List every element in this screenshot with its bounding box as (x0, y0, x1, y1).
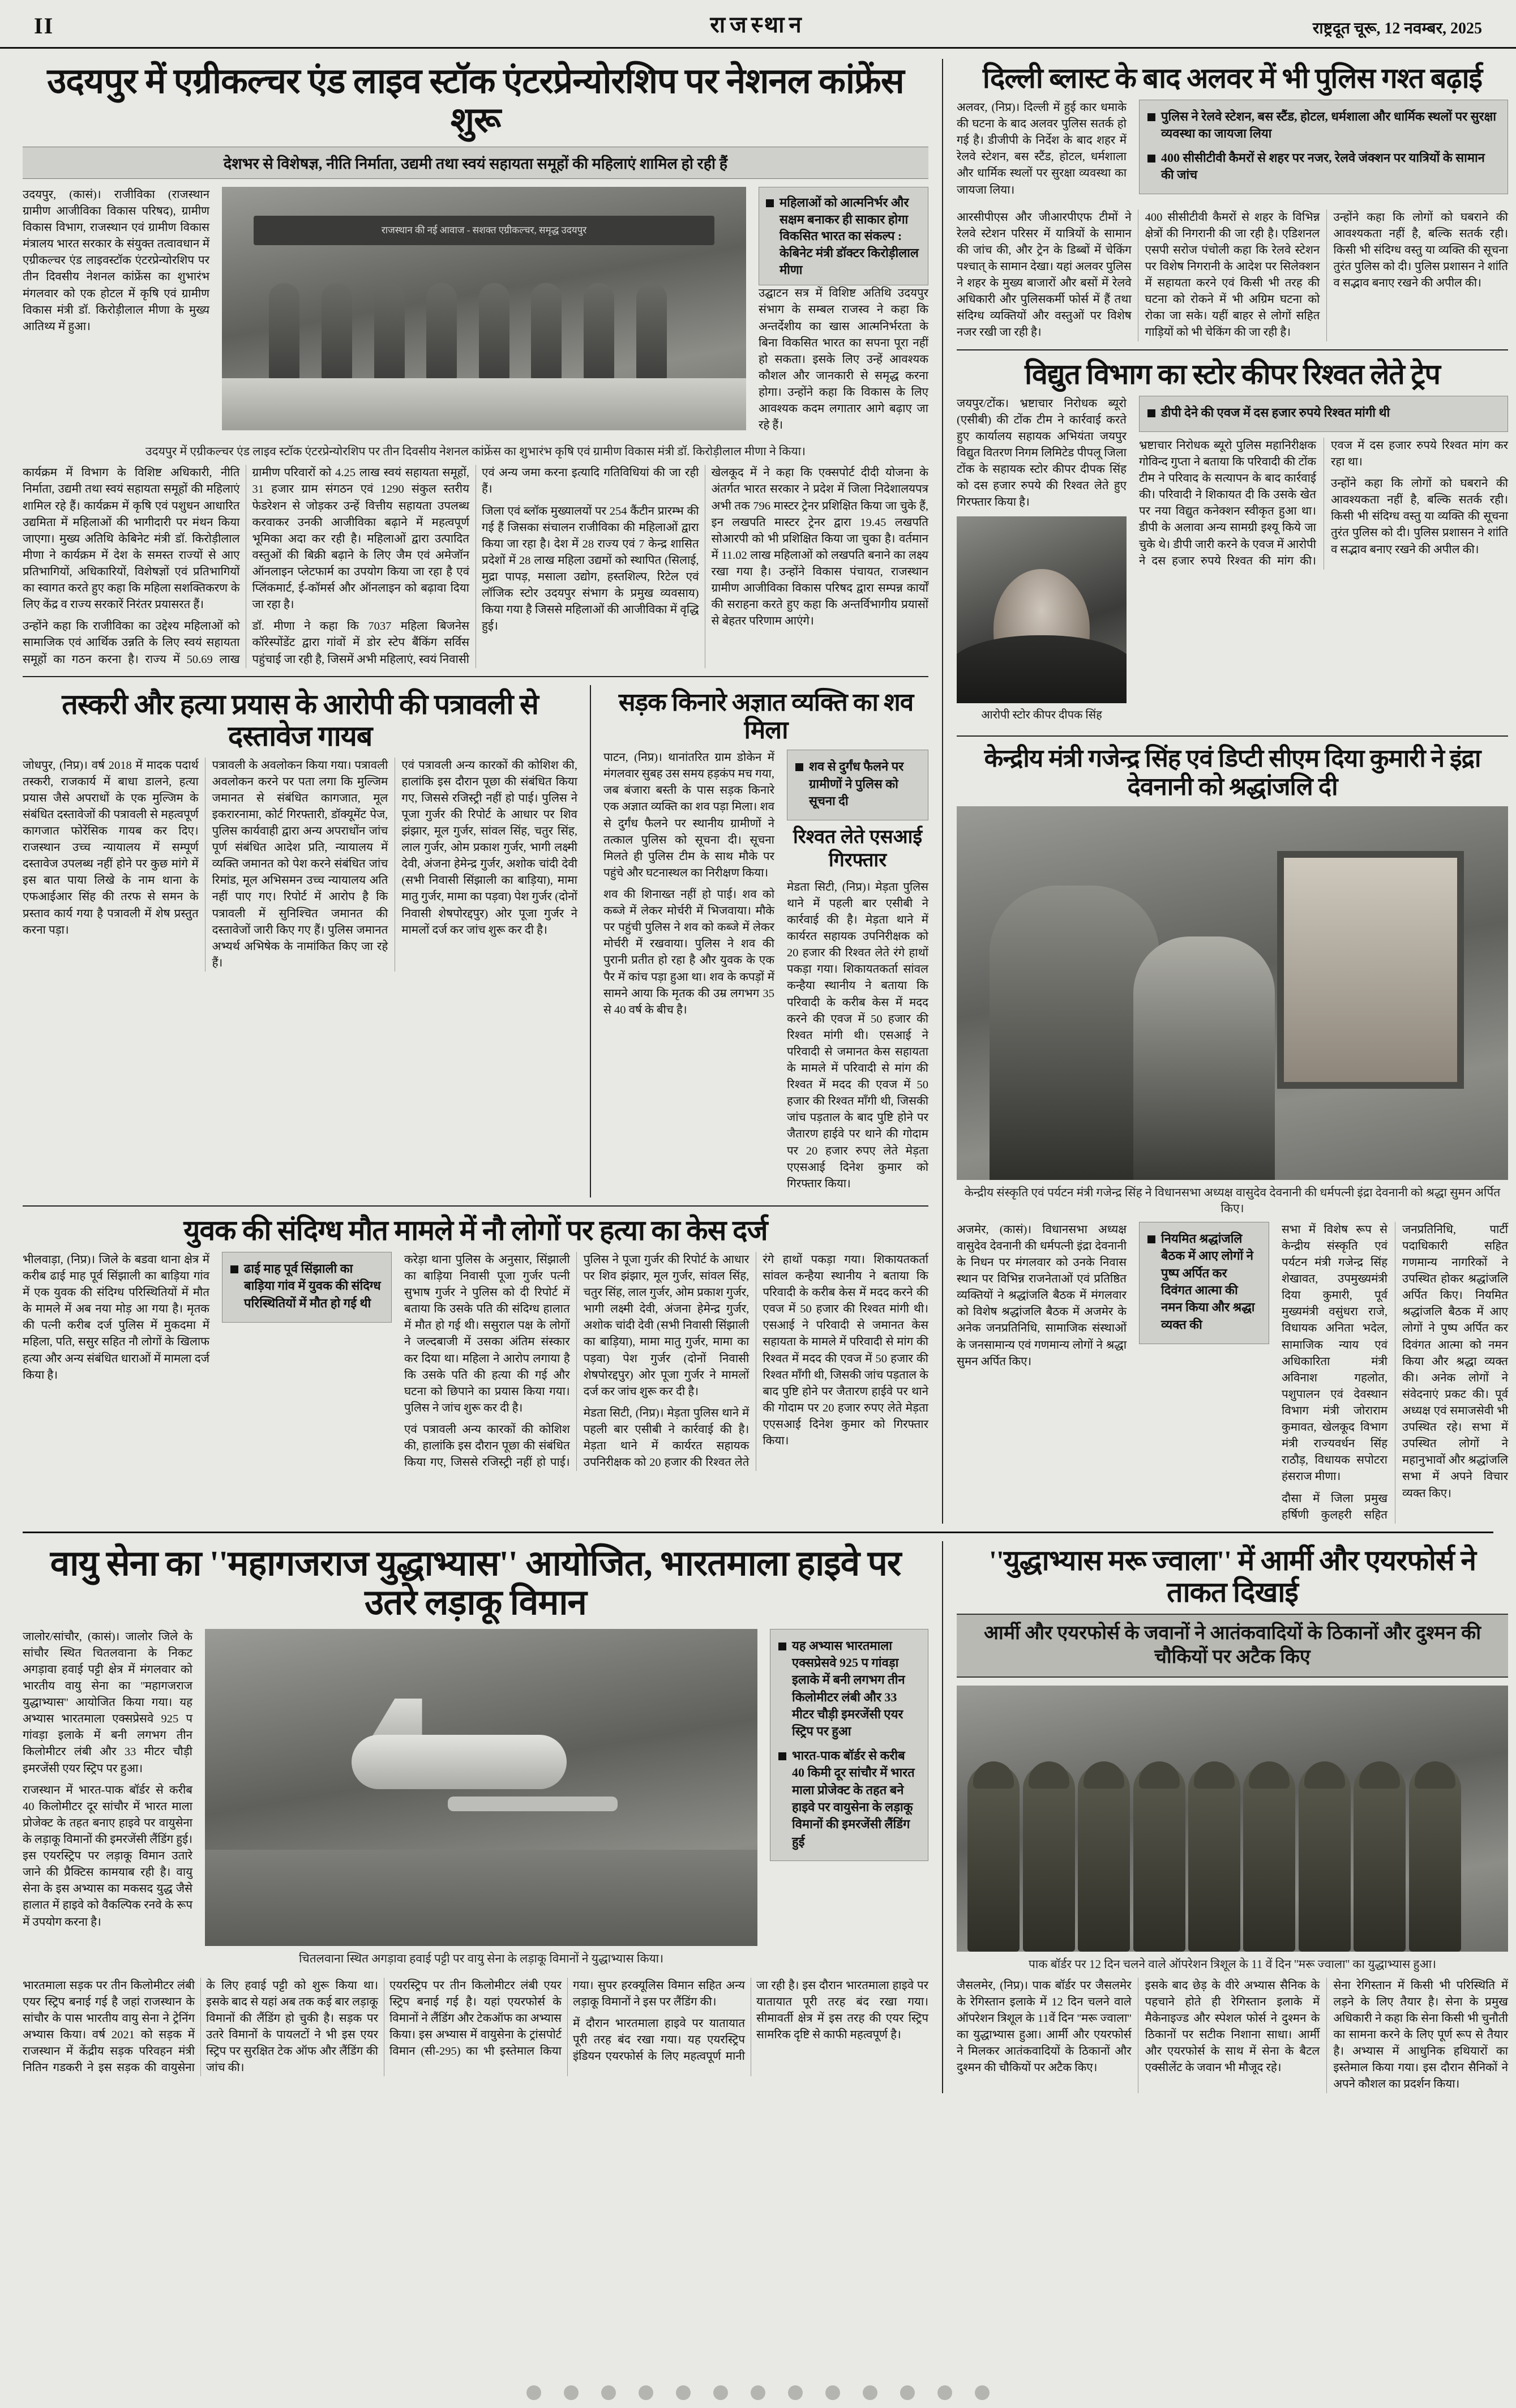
tribute-para-0: अजमेर, (कासं)। विधानसभा अध्यक्ष वासुदेव देवनानी की धर्मपत्नी इंद्रा देवनानी के निधन पर मंगलवार को उनके निवास स्थान पर विभिन्न राजनेताओं एवं प्रतिष्ठित व्यक्तियों ने श्रद्धांजलि बैठक में मंगलवार को विशेष श्रद्धांजलि बैठक में अजमेर के अनेक जनप्रतिनिधि, सामाजिक संस्थाओं के जनसामान्य एवं गणमान्य लोगों ने श्रद्धा सुमन अर्पित किए। (957, 1223, 1127, 1368)
tribute-bullets (1139, 1222, 1269, 1344)
vayusena-para-1: राजस्थान में भारत-पाक बॉर्डर से करीब 40 किलोमीटर दूर सांचौर में भारत माला प्रोजेक्ट के तहत बनाए हाइवे पर वायुसेना के लड़ाकू विमानों की इमरजेंसी लैंडिंग हुई। इस एयरस्ट्रिप पर लड़ाकू विमान उतारे जाने की प्रैक्टिस कामयाब रही है। वायु सेना के इस अभ्यास का मकसद युद्ध जैसे हालात में हाइवे को वैकल्पिक रनवे के रूप में उपयोग करना है। (23, 1783, 192, 1928)
vidyut-sidebox-text: डीपी देने की एवज में दस हजार रुपये रिश्वत मांगी थी (1161, 405, 1390, 420)
lead-subhead: देशभर से विशेषज्ञ, नीति निर्माता, उद्यमी तथा स्वयं सहायता समूहों की महिलाएं शामिल हो रही हैं (23, 147, 928, 179)
article-lead (23, 62, 928, 668)
yuvak-headline: युवक की संदिग्ध मौत मामले में नौ लोगों पर हत्या का केस दर्ज (183, 1214, 768, 1246)
vayusena-bullet-1: भारत-पाक बॉर्डर से करीब 40 किमी दूर सांचौर में भारत माला प्रोजेक्ट के तहत बने हाइवे पर वायुसेना के लड़ाकू विमानों की इमरजेंसी लैंडिंग हुई (792, 1748, 915, 1849)
list-item (795, 758, 920, 810)
maru-photo (957, 1686, 1508, 1952)
delhi-para-3: उन्होंने कहा कि लोगों को घबराने की आवश्यकता नहीं है, बल्कि सतर्क रही। किसी भी संदिग्ध वस्तु या व्यक्ति की सूचना तुरंत पुलिस को दी। पुलिस प्रशासन ने शांति व सद्भाव बनाए रखने की अपील की। (1333, 211, 1508, 290)
vidyut-mugshot-photo (957, 516, 1127, 703)
masthead (0, 0, 1516, 49)
lead-para-5: जिला एवं ब्लॉक मुख्यालयों पर 254 कैंटीन प्रारम्भ की गई हैं जिसका संचालन राजीविका की महिलाओं द्वारा किया जा रहा है। देश में 28 राज्य एवं 7 केन्द्र शासित प्रदेशों में 28 लाख महिला उद्यमों को स्थापित (सिलाई, मुद्रा पापड़, मसाला उद्योग, हस्तशिल्प, रिटेल एवं लॉजिक स्टोर उदयपुर संभाग के प्रमुख व्यवसाय) किया गया है जिससे महिलाओं की आजीविका में वृद्धि हुई। (482, 504, 699, 633)
maru-para-1: इसके बाद छेड़ के वीरे अभ्यास सैनिक के पहचाने होते ही रेगिस्तान इलाके में मैकेनाइज्ड और स्पेशल फोर्स ने दुश्मन के ठिकानों पर सटीक निशाना साधा। आर्मी और एयरफोर्स के साथ में सेना के बैटल एक्सीलेंट के जवान भी मौजूद रहे। (1145, 1979, 1320, 2075)
delhi-para-2: 400 सीसीटीवी कैमरों से शहर के विभिन्न क्षेत्रों की निगरानी की जा रही है। एडिशनल एसपी सरोज पंचोली कहा कि रेलवे स्टेशन पर विशेष निगरानी के आदेश पर सिलेक्शन में सहायता करने एवं किसी भी तरह की घटना को रोकने में भी अग्रिम घटना को रोका जा सके। यहीं बाहर से लोगों सहित गाड़ियों को भी चेकिंग की जा रही है। (1145, 211, 1320, 339)
article-taskari (23, 685, 577, 1197)
registration-dots (0, 2385, 1516, 2400)
sadak-sub-para-0: मेडता सिटी, (निप्र)। मेड़ता पुलिस थाने में पहली बार एसीबी ने कार्रवाई की है। मेड़ता थाने में कार्यरत सहायक उपनिरीक्षक को 20 हजार की रिश्वत लेते रंगे हाथों पकड़ा गया। शिकायतकर्ता सांवल कन्हैया स्थानीय ने बताया कि परिवादी के करीब केस में मदद करने की एवज में 50 हजार की रिश्वत मांगी थी। एसआई ने परिवादी से जमानत केस सहायता के मामले में परिवादी से मांग की रिश्वत में मदद की एवज में 50 हजार की रिश्वत माँगी थी, जिसकी जांच पड़ताल के बाद पुष्टि होने पर जैतारण हाईवे पर थाने की गोदाम पर 20 हजार रुपए लेते मेड़ता एएसआई दिनेश कुमार को गिरफ्तार किया। (787, 880, 928, 1190)
vayusena-para-4: में दौरान भारतमाला हाइवे पर यातायात पूरी तरह बंद रखा गया। यह एयरस्ट्रिप इंडियन एयरफोर्स के लिए महत्वपूर्ण मानी जा रही है। इस दौरान भारतमाला हाइवे पर यातायात पूरी तरह बंद रखा गया। सीमावर्ती क्षेत्र में इस तरह की एयर स्ट्रिप सामरिक दृष्टि से काफी महत्वपूर्ण है। (573, 1979, 928, 2063)
maru-para-2: सेना रेगिस्तान में किसी भी परिस्थिति में लड़ने के लिए तैयार है। सेना के प्रमुख अधिकारी ने कहा कि सेना किसी भी चुनौती का सामना करने के लिए पूर्ण रूप से तैयार है। अभ्यास में आधुनिक हथियारों का इस्तेमाल किया गया। इस दौरान सैनिकों ने अपने कौशल का प्रदर्शन किया। (1333, 1979, 1508, 2091)
vidyut-para-1: भ्रष्टाचार निरोधक ब्यूरो पुलिस महानिरीक्षक गोविन्द गुप्ता ने बताया कि परिवादी की टोंक टीम ने परिवाद के सत्यापन के बाद कार्रवाई की। परिवादी ने शिकायत दी कि उसके खेत पर नया विद्युत कनेक्शन स्वीकृत हुआ था। डीपी के अलावा अन्य सामग्री इश्यू किये जा चुके थे। डीपी जारी करने के एवज में आरोपी ने दस हजार रुपये रिश्वत की मांग की। एवज में दस हजार रुपये रिश्वत मांग कर रहा था। (1139, 439, 1508, 567)
list-item (1147, 149, 1500, 184)
sadak-para-1: शव की शिनाख्त नहीं हो पाई। शव को कब्जे में लेकर मोर्चरी में भिजवाया। मौके पर पहुंची पुलिस ने शव को कब्जे में लेकर मोर्चरी में रखवाया। पुलिस ने शव की पुरानी प्रतीत हो रहा है और युवक के एक पैर में कांच पड़ा हुआ था। शव के कपड़ों में सामने आया कि मृतक की उम्र लगभग 35 से 40 वर्ष के बीच है। (603, 888, 774, 1016)
lead-para-3: उन्होंने कहा कि राजीविका का उद्देश्य महिलाओं को सामाजिक एवं आर्थिक उन्नति के लिए स्वयं सहायता समूहों का गठन करना है। राज्य में 50.69 लाख ग्रामीण परिवारों को 4.25 लाख स्वयं सहायता समूहों, 31 हजार ग्राम संगठन एवं 1290 संकुल स्तरीय फेडरेशन से जोड़कर उन्हें वित्तीय सहायता उपलब्ध करवाकर उनकी आजीविका बढ़ाने में महत्वपूर्ण भूमिका अदा कर रही है। महिलाओं द्वारा उत्पादित वस्तुओं की बिक्री बढ़ाने के लिए जैम एवं अमेजॉन ऑनलाइन प्लेटफार्म का उपयोग किया जा रहा है एवं प्लिंकमार्ट, ई-कॉमर्स और ऑनलाइन को बढ़ावा दिया जा रहा है। (23, 467, 469, 666)
maru-headline: ''युद्धाभ्यास मरू ज्वाला'' में आर्मी और एयरफोर्स ने ताकत दिखाई (988, 1544, 1476, 1608)
stage-banner (254, 216, 715, 245)
tribute-headline: केन्द्रीय मंत्री गजेन्द्र सिंह एवं डिप्टी सीएम दिया कुमारी ने इंद्रा देवनानी को श्रद्धांजलि दी (984, 745, 1481, 801)
bullet-square-icon (1147, 113, 1155, 121)
aircraft-body-shape (352, 1735, 567, 1789)
delhi-para-1: आरसीपीएस और जीआरपीएफ टीमों ने रेलवे स्टेशन परिसर में यात्रियों के सामान की जांच की, और ट्रेन के डिब्बों में चेकिंग पश्चात् के सामान देखा। यहां अलवर पुलिस ने शहर के मुख्य बाजारों और बसों में रेलवे अधिकारी और पुलिसकर्मी फोर्स में हैं तथा संदिग्ध व्यक्तियों और वस्तुओं पर विशेष नजर रखी जा रही है। (957, 211, 1132, 339)
vidyut-mug-caption: आरोपी स्टोर कीपर दीपक सिंह (981, 709, 1102, 722)
lead-para-1: उद्घाटन सत्र में विशिष्ट अतिथि उदयपुर संभाग के सम्बल राजस्व ने कहा कि अन्तर्देशीय का खास आत्मनिर्भरता के बिना विकसित भारत का सपना पूरा नहीं हो सकता। इसके लिए उन्हें आवश्यक कौशल और जानकारी से समृद्ध करना होगा। उन्होंने कहा कि विकास के लिए आवश्यक कदम लगातार आगे बढ़ाए जा रहे हैं। (759, 287, 928, 432)
taskari-headline: तस्करी और हत्या प्रयास के आरोपी की पत्रावली से दस्तावेज गायब (62, 688, 538, 752)
list-item (778, 1747, 920, 1850)
bullet-square-icon (795, 763, 803, 771)
right-region (942, 59, 1508, 1524)
bullet-square-icon (230, 1265, 238, 1273)
lead-para-0: उदयपुर, (कासं)। राजीविका (राजस्थान ग्रामीण आजीविका विकास परिषद), ग्रामीण विकास विभाग, राजस्थान एवं ग्रामीण विकास मंत्रालय भारत सरकार के संयुक्त तत्वावधान में एग्रीकल्चर एंड लाइवस्टॉक एंटरप्रेन्योरशिप पर तीन दिवसीय नेशनल कांफ्रेंस का शुभारंभ मंगलवार को एक होटल में कृषि एवं ग्रामीण विकास मंत्री डॉ. किरोड़ीलाल मीणा के मुख्य आतिथ्य में हुआ। (23, 188, 209, 333)
maru-band: आर्मी और एयरफोर्स के जवानों ने आतंकवादियों के ठिकानों और दुश्मन की चौकियों पर अटैक किए (957, 1614, 1508, 1678)
tribute-para-2: दौसा में जिला प्रमुख हर्षिणी कुलहरी सहित जनप्रतिनिधि, पार्टी पदाधिकारी सहित गणमान्य नागरिकों ने उपस्थित होकर श्रद्धांजलि अर्पित किए। नियमित श्रद्धांजलि बैठक में आए लोगों ने पुष्प अर्पित कर दिवंगत आत्मा को नमन किया और श्रद्धा व्यक्त की। अनेक लोगों ने संवेदनाएं प्रकट की। पूर्व अध्यक्ष एवं समाजसेवी भी उपस्थित रहे। सभा में उपस्थित लोगों ने महानुभावों और श्रद्धांजलि सभा में अपने विचार व्यक्त किए। (1282, 1223, 1508, 1521)
yuvak-para-2: एवं पत्रावली अन्य कारकों की कोशिश की, हालांकि इस दौरान पूछा की संबंधित किया गए, जिससे रजिस्ट्री नहीं हो पाई। पुलिस ने पूजा गुर्जर की रिपोर्ट के आधार पर शिव झंझार, मूल गुर्जर, सांवल सिंह, चतुर सिंह, लाल गुर्जर, ओम प्रकाश गुर्जर, भागी लक्ष्मी देवी, अंजना हेमेन्द्र गुर्जर, अशोक चांदी देवी (सभी निवासी सिंझाली का बाड़िया), मामा मातु गुर्जर, मामा का पड़वा) पेश गुर्जर (दोनों निवासी शेषपोरद्दपुर) ओर पूजा गुर्जर ने मामलों दर्ज कर जांच शुरू कर दी है। (404, 1253, 750, 1469)
stage-banner-text: राजस्थान की नई आवाज - सशक्त एग्रीकल्चर, समृद्ध उदयपुर (381, 225, 587, 236)
vayusena-para-3: एयरस्ट्रिप पर तीन किलोमीटर लंबी एयर स्ट्रिप बनाई गई है। यहां एयरफोर्स के विमानों ने लैंडिंग और टेकऑफ का अभ्यास किया। इस अभ्यास में वायुसेना के ट्रांसपोर्ट विमान (सी-295) का भी इस्तेमाल किया गया। सुपर हरक्यूलिस विमान सहित अन्य लड़ाकू विमानों ने इस पर लैंडिंग की। (389, 1979, 745, 2058)
bullet-square-icon (1147, 1235, 1155, 1243)
tribute-bullet-0: नियमित श्रद्धांजलि बैठक में आए लोगों ने पुष्प अर्पित कर दिवंगत आत्मा की नमन किया और श्रद्धा व्यक्त की (1161, 1231, 1255, 1332)
lead-sidebox-text: महिलाओं को आत्मनिर्भर और सक्षम बनाकर ही साकार होगा विकसित भारत का संकल्प : केबिनेट मंत्री डॉक्टर किरोड़ीलाल मीणा (780, 195, 919, 277)
yuvak-sidebox-text: ढाई माह पूर्व सिंझाली का बाड़िया गांव में युवक की संदिग्ध परिस्थितियों में मौत हो गई थी (244, 1261, 381, 1310)
maru-caption: पाक बॉर्डर पर 12 दिन चलने वाले ऑपरेशन त्रिशूल के 11 वें दिन ''मरू ज्वाला'' का युद्धाभ्यास हुआ। (1029, 1957, 1436, 1971)
lead-para-6: खेलकूद में ने कहा कि एक्सपोर्ट दीदी योजना के अंतर्गत भारत सरकार ने प्रदेश में जिला निदेशालयपत्र अभी तक 796 मास्टर ट्रेनर प्रशिक्षित किया जा चुके हैं, इन लखपति मास्टर ट्रेनर द्वारा 19.45 लखपति सोआरपी को भी प्रशिक्षित किया जा चुका है। वर्तमान में 11.02 लाख महिलाओं को लखपति बनाने का लक्ष्य रखा गया है। उन्होंने विकास पंचायत, राजस्थान ग्रामीण आजीविका विकास परिषद द्वारा सम्पन्न कार्यों की सराहना करते हुए कहा कि अन्तर्विभागीय प्रयासों से बेहतर परिणाम आएंगे। (711, 467, 928, 628)
sadak-para-0: पाटन, (निप्र)। थानांतरित ग्राम डोकेन में मंगलवार सुबह उस समय हड़कंप मच गया, जब बंजारा बस्ती के पास सड़क किनारे एक अज्ञात व्यक्ति का शव पड़ा मिला। शव से दुर्गंध फैलने पर स्थानीय ग्रामीणों ने तत्काल पुलिस को सूचना दी। सूचना मिलते ही पुलिस टीम के साथ मौके पर पहुंचे और घटनास्थल का निरीक्षण किया। (603, 751, 774, 879)
runway-shape (205, 1850, 757, 1946)
article-tribute (957, 745, 1508, 1524)
sadak-sub-headline: रिश्वत लेते एसआई गिरफ्तार (793, 827, 923, 871)
vayusena-headline: वायु सेना का ''महागजराज युद्धाभ्यास'' आयोजित, भारतमाला हाइवे पर उतरे लड़ाकू विमान (50, 1544, 901, 1623)
yuvak-sidebox (222, 1252, 392, 1323)
vayusena-bullet-0: यह अभ्यास भारतमाला एक्सप्रेसवे 925 प गांवड़ा इलाके में बनी लगभग तीन किलोमीटर लंबी और 33 मीटर चौड़ी इमरजेंसी एयर स्ट्रिप पर हुआ (792, 1638, 905, 1739)
list-item (1147, 108, 1500, 143)
vayusena-caption: चितलवाना स्थित अगड़ावा हवाई पट्टी पर वायु सेना के लड़ाकू विमानों ने युद्धाभ्यास किया। (298, 1951, 664, 1965)
list-item (230, 1260, 383, 1312)
bottom-region (23, 1541, 1508, 2093)
bullet-square-icon (766, 199, 774, 207)
bullet-square-icon (1147, 409, 1155, 417)
vayusena-para-2: भारतमाला सड़क पर तीन किलोमीटर लंबी एयर स्ट्रिप बनाई गई है जहां राजस्थान के सांचौर के पास भारतीय वायु सेना ने ट्रेनिंग अभ्यास किया। वर्ष 2021 को सड़क में राजस्थान में केंद्रीय सड़क परिवहन मंत्री नितिन गडकरी ने इस सड़क की वायुसेना के लिए हवाई पट्टी को शुरू किया था। इसके बाद से यहां अब तक कई बार लड़ाकू विमानों की लैंडिंग हो चुकी है। सड़क पर उतरे विमानों के पायलटों ने भी इस एयर स्ट्रिप पर सुरक्षित टेक ऑफ और लैंडिंग की जांच की। (23, 1979, 378, 2075)
taskari-para-0: जोधपुर, (निप्र)। वर्ष 2018 में मादक पदार्थ तस्करी, राजकार्य में बाधा डालने, हत्या प्रयास जैसे अपराधों के एक मुल्जिम के संबंधित दस्तावेजों की पत्रावली से महत्वपूर्ण कागजात फोरेंसिक गायब कर दिए। राजस्थान उच्च न्यायालय में सम्पूर्ण दस्तावेज उपलब्ध नहीं होने पर कुछ मांगे में इस बात पाया लिखे के नाम थाना के एफआईआर सिंह की तरफ से समन के प्रस्ताव कार्य गया है पत्रावली में शेष प्रस्तुत करना पड़ा। (23, 759, 199, 936)
lead-photo (222, 187, 746, 430)
article-yuvak (23, 1214, 928, 1471)
tribute-para-1: सभा में विशेष रूप से केन्द्रीय संस्कृति एवं पर्यटन मंत्री गजेन्द्र सिंह शेखावत, उपमुख्यमंत्री दिया कुमारी, पूर्व मुख्यमंत्री वसुंधरा राजे, विधायक अनिता भदेल, सामाजिक न्याय एवं अधिकारिता मंत्री अविनाश गहलोत, पशुपालन एवं देवस्थान विभाग मंत्री जोराराम कुमावत, खेलकूद विभाग मंत्री राज्यवर्धन सिंह राठौड़, विधायक सपोटरा हंसराज मीणा। (1282, 1223, 1387, 1483)
vayusena-photo (205, 1629, 757, 1946)
article-vayusena (23, 1541, 928, 2093)
yuvak-para-0: भीलवाड़ा, (निप्र)। जिले के बडवा थाना क्षेत्र में करीब ढाई माह पूर्व सिंझाली का बाड़िया गांव में एक युवक की संदिग्ध परिस्थितियों में मौत के मामले में अब नया मोड़ आ गया है। मृतक की पत्नी करीब दर्ज पुलिस में मुकदमा में महिला, पति, ससुर सहित नौ लोगों के खिलाफ हत्या और अन्य संबंधित धाराओं में मामला दर्ज किया है। (23, 1253, 209, 1382)
taskari-para-2: एवं पत्रावली अन्य कारकों की कोशिश की, हालांकि इस दौरान पूछा की संबंधित किया गए, जिससे रजिस्ट्री नहीं हो पाई। पुलिस ने पूजा गुर्जर की रिपोर्ट के आधार पर शिव झंझार, मूल गुर्जर, सांवल सिंह, चतुर सिंह, लाल गुर्जर, ओम प्रकाश गुर्जर, भागी लक्ष्मी देवी, अंजना हेमेन्द्र गुर्जर, अशोक चांदी देवी (सभी निवासी सिंझाली का बाड़िया), मामा मातु गुर्जर, मामा का पड़वा) पेश गुर्जर (दोनों निवासी शेषपोरद्दपुर) ओर पूजा गुर्जर ने मामलों दर्ज कर जांच शुरू कर दी है। (401, 759, 577, 936)
tribute-photo (957, 806, 1508, 1180)
bullet-square-icon (778, 1643, 786, 1650)
yuvak-para-1: करेड़ा थाना पुलिस के अनुसार, सिंझाली का बाड़िया निवासी पूजा गुर्जर पत्नी सुभाष गुर्जर ने पुलिस को दी रिपोर्ट में बताया कि उसके पति की संदिग्ध हालात में मौत हो गई थी। ससुराल पक्ष के लोगों ने जल्दबाजी में उसका अंतिम संस्कार कर दिया था। महिला ने आरोप लगाया है कि उसके पति की हत्या की गई और घटना को छिपाने का प्रयास किया गया। पुलिस ने जांच शुरू कर दी है। (404, 1253, 570, 1414)
row-taskari-sadak (23, 685, 928, 1197)
vidyut-headline: विद्युत विभाग का स्टोर कीपर रिश्वत लेते ट्रेप (1025, 358, 1440, 390)
lead-headline: उदयपुर में एग्रीकल्चर एंड लाइव स्टॉक एंटरप्रेन्योरशिप पर नेशनल कांफ्रेंस शुरू (47, 62, 904, 140)
delhi-bullets (1139, 100, 1508, 194)
list-item (778, 1637, 920, 1740)
page-number: II (34, 13, 54, 39)
masthead-edition: राष्ट्रदूत चूरू, 12 नवम्बर, 2025 (1312, 20, 1482, 37)
portrait-frame (1277, 851, 1464, 1089)
vidyut-para-2: उन्होंने कहा कि लोगों को घबराने की आवश्यकता नहीं है, बल्कि सतर्क रही। किसी भी संदिग्ध वस्तु या व्यक्ति की सूचना तुरंत पुलिस को दी। पुलिस प्रशासन ने शांति व सद्भाव बनाए रखने की अपील की। (1331, 477, 1508, 556)
delhi-bullet-1: 400 सीसीटीवी कैमरों से शहर पर नजर, रेलवे जंक्शन पर यात्रियों के सामान की जांच (1161, 150, 1485, 182)
article-maru-jwala (942, 1541, 1508, 2093)
masthead-title: राजस्थान (710, 12, 806, 37)
left-region (23, 59, 928, 1524)
person-figure (1133, 936, 1275, 1180)
lead-para-4: डॉ. मीणा ने कहा कि 7037 महिला बिजनेस कॉरेस्पोंडेंट द्वारा गांवों में डोर स्टेप बैंकिंग सर्विस पहुंचाई जा रही है, जिसमें अभी महिलाएं, स्वयं निवासी एवं अन्य जमा करना इत्यादि गतिविधियां की जा रही हैं। (252, 467, 699, 666)
maru-para-0: जैसलमेर, (निप्र)। पाक बॉर्डर पर जैसलमेर के रेगिस्तान इलाके में 12 दिन चलने वाले ऑपरेशन त्रिशूल के 11वें दिन ''मरू ज्वाला'' का युद्धाभ्यास हुआ। आर्मी और एयरफोर्स ने मिलकर आतंकवादियों के ठिकानों और दुश्मन की चौकियों पर अटैक किए। (957, 1979, 1132, 2075)
torso-shape (957, 635, 1127, 703)
list-item (1147, 404, 1500, 421)
vidyut-sidebox (1139, 396, 1508, 432)
vidyut-para-0: जयपुर/टोंक। भ्रष्टाचार निरोधक ब्यूरो (एसीबी) की टोंक टीम ने कार्रवाई करते हुए कार्यालय सहायक अभियंता जयपुर विद्युत वितरण निगम लिमिटेड पीपलू जिला टोंक के सहायक स्टोर कीपर दीपक सिंह को दस हजार रुपये की रिश्वत लेते हुए गिरफ्तार किया है। (957, 397, 1127, 509)
lead-body-columns (23, 465, 928, 668)
stage-flowers (222, 378, 746, 430)
lead-caption: उदयपुर में एग्रीकल्चर एंड लाइव स्टॉक एंटरप्रेन्योरशिप पर तीन दिवसीय नेशनल कांफ्रेंस का शुभारंभ कृषि एवं ग्रामीण विकास मंत्री डॉ. किरोड़ीलाल मीणा ने किया। (145, 444, 806, 459)
aircraft-wing-shape (448, 1797, 618, 1811)
article-vidyut (957, 358, 1508, 728)
taskari-para-1: पत्रावली के अवलोकन किया गया। पत्रावली अवलोकन करने पर पता लगा कि मुल्जिम जमानत से संबंधित कागजात, मूल इकरारनामा, कोर्ट गिरफ्तारी, डॉक्यूमेंट पेज, पुलिस कार्यवाही द्वारा अन्य अपराधोंन जांच पूर्ण संबंधित आदेश प्रति, न्यायालय में व्यक्ति जमानत को पेश करने संबंधित जांच रिमांड, मूल अभिसमन उच्च न्यायालय अति नहीं पाए गए। रिपोर्ट में आरोप है कि पत्रावली में सुनिश्चित जमानत की दस्तावेजों जारी किए गए हैं। पुलिस जमानत अभ्यर्थ अभिषेक के नामांकित किए जा रहे हैं। (212, 759, 388, 969)
vayusena-bullets (770, 1629, 928, 1861)
delhi-headline: दिल्ली ब्लास्ट के बाद अलवर में भी पुलिस गश्त बढ़ाई (982, 62, 1483, 94)
bullet-square-icon (1147, 155, 1155, 162)
yuvak-para-3: मेडता सिटी, (निप्र)। मेड़ता पुलिस थाने में पहली बार एसीबी ने कार्रवाई की है। मेड़ता थाने में कार्यरत सहायक उपनिरीक्षक को 20 हजार की रिश्वत लेते रंगे हाथों पकड़ा गया। शिकायतकर्ता सांवल कन्हैया स्थानीय ने बताया कि परिवादी के करीब केस में मदद करने की एवज में 50 हजार की रिश्वत मांगी थी। एसआई ने परिवादी से जमानत केस सहायता के मामले में परिवादी से मांग की रिश्वत में मदद की एवज में 50 हजार की रिश्वत माँगी थी, जिसकी जांच पड़ताल के बाद पुष्टि होने पर जैतारण हाईवे पर थाने की गोदाम पर 20 हजार रुपए लेते मेड़ता एएसआई दिनेश कुमार को गिरफ्तार किया। (583, 1253, 928, 1469)
sadak-bullet-0: शव से दुर्गंध फैलने पर ग्रामीणों ने पुलिस को सूचना दी (809, 759, 904, 808)
vayusena-para-0: जालोर/सांचौर, (कासं)। जालोर जिले के सांचौर स्थित चितलवाना के निकट अगड़ावा हवाई पट्टी क्षेत्र में मंगलवार को भारतीय वायु सेना का ''महागजराज युद्धाभ्यास'' आयोजित किया गया। यह अभ्यास भारतमाला एक्सप्रेसवे 925 प गांवड़ा इलाके में बनी लगभग तीन किलोमीटर लंबी और 33 मीटर चौड़ी इमरजेंसी एयर स्ट्रिप पर हुआ। (23, 1630, 192, 1775)
sadak-bullets (787, 750, 928, 820)
stage-figures (222, 272, 746, 379)
sadak-headline: सड़क किनारे अज्ञात व्यक्ति का शव मिला (618, 688, 914, 744)
bullet-square-icon (778, 1752, 786, 1760)
list-item (1147, 1230, 1261, 1333)
tribute-caption: केन्द्रीय संस्कृति एवं पर्यटन मंत्री गजेन्द्र सिंह ने विधानसभा अध्यक्ष वासुदेव देवनानी की धर्मपत्नी इंद्रा देवनानी को श्रद्धा सुमन अर्पित किए। (964, 1185, 1501, 1215)
article-sadak (590, 685, 928, 1197)
lead-para-2: कार्यक्रम में विभाग के विशिष्ट अधिकारी, नीति निर्माता, उद्यमी तथा स्वयं सहायता समूहों की महिलाएं शामिल रहे हैं। कार्यक्रम में कृषि एवं पशुधन आधारित उद्यमिता में महिलाओं की भागीदारी पर मंथन किया जाएगा। मुख्य अतिथि केबिनेट मंत्री डॉ. किरोड़ीलाल मीणा ने कार्यक्रम में देश के समस्त राज्यों से आए प्रतिभागियों, अधिकारियों, विशेषज्ञों एवं प्रतिभागियों का स्वागत करते हुए कहा कि महिला सशक्तिकरण के लिए केंद्र व राज्य सरकारें निरंतर प्रयासरत हैं। (23, 467, 240, 611)
delhi-bullet-0: पुलिस ने रेलवे स्टेशन, बस स्टैंड, होटल, धर्मशाला और धार्मिक स्थलों पर सुरक्षा व्यवस्था का जायजा लिया (1161, 109, 1496, 141)
article-delhi-blast (957, 62, 1508, 341)
soldier-row (957, 1725, 1508, 1952)
lead-sidebox (759, 187, 928, 285)
delhi-para-0: अलवर, (निप्र)। दिल्ली में हुई कार धमाके की घटना के बाद अलवर पुलिस सतर्क हो गई है। डीजीपी के निर्देश के बाद शहर में रेलवे स्टेशन, बस स्टैंड, होटल, धर्मशाला और धार्मिक स्थलों पर सुरक्षा व्यवस्था का जायजा लिया। (957, 101, 1127, 196)
